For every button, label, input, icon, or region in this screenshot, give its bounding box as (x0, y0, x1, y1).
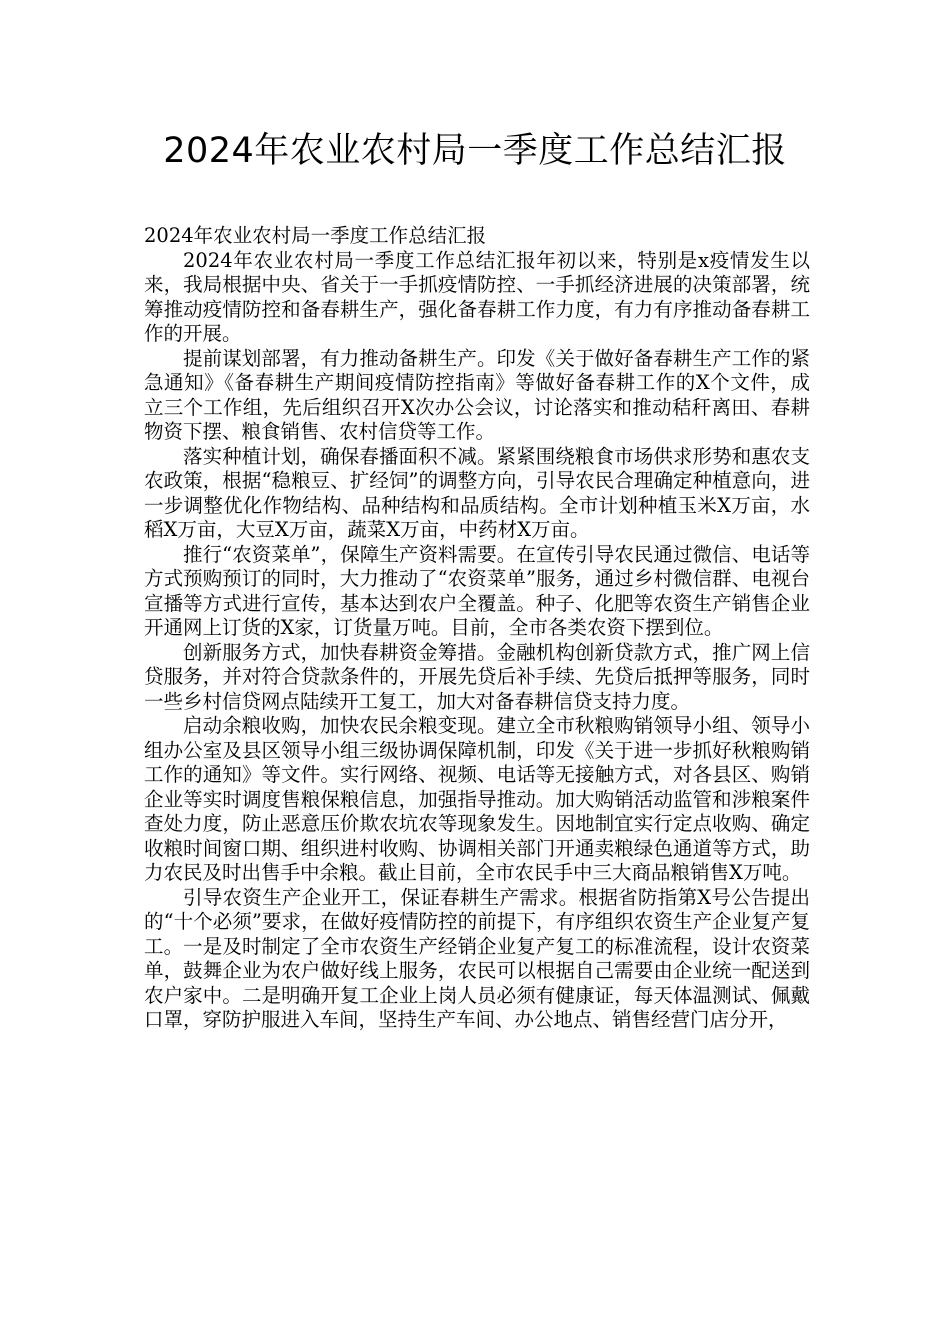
paragraph-intro: 2024年农业农村局一季度工作总结汇报年初以来，特别是x疫情发生以来，我局根据中央、省关于一手抓疫情防控、一手抓经济进展的决策部署，统筹推动疫情防控和备春耕生产，强化备春耕工作力度，有力有序推动备春耕工作的开展。 (144, 248, 810, 345)
document-title: 2024年农业农村局一季度工作总结汇报 (163, 131, 787, 171)
paragraph-planting-plan: 落实种植计划，确保春播面积不减。紧紧围绕粮食市场供求形势和惠农支农政策，根据“稳粮豆、扩经饲”的调整方向，引导农民合理确定种植意向，进一步调整优化作物结构、品种结构和品质结构。全市计划种植玉米X万亩，水稻X万亩，大豆X万亩，蔬菜X万亩，中药材X万亩。 (144, 444, 810, 541)
document-subtitle: 2024年农业农村局一季度工作总结汇报 (144, 224, 487, 247)
document-body (144, 224, 810, 1033)
paragraph-grain-purchase: 启动余粮收购，加快农民余粮变现。建立全市秋粮购销领导小组、领导小组办公室及县区领导小组三级协调保障机制，印发《关于进一步抓好秋粮购销工作的通知》等文件。实行网络、视频、电话等无接触方式，对各县区、购销企业等实时调度售粮保粮信息，加强指导推动。加大购销活动监管和涉粮案件查处力度，防止恶意压价欺农坑农等现象发生。因地制宜实行定点收购、确定收粮时间窗口期、组织进村收购、协调相关部门开通卖粮绿色通道等方式，助力农民及时出售手中余粮。截止目前，全市农民手中三大商品粮销售X万吨。 (144, 714, 810, 884)
paragraph-farm-supplies-menu: 推行“农资菜单”，保障生产资料需要。在宣传引导农民通过微信、电话等方式预购预订的同时，大力推动了“农资菜单”服务，通过乡村微信群、电视台宣播等方式进行宣传，基本达到农户全覆盖。种子、化肥等农资生产销售企业开通网上订货的X家，订货量万吨。目前，全市各类农资下摆到位。 (144, 542, 810, 639)
paragraph-enterprise-resumption: 引导农资生产企业开工，保证春耕生产需求。根据省防指第X号公告提出的“十个必须”要求，在做好疫情防控的前提下，有序组织农资生产企业复产复工。一是及时制定了全市农资生产经销企业复产复工的标准流程，设计农资菜单，鼓舞企业为农户做好线上服务，农民可以根据自己需要由企业统一配送到农户家中。二是明确开复工企业上岗人员必须有健康证，每天体温测试、佩戴口罩，穿防护服进入车间，坚持生产车间、办公地点、销售经营门店分开， (144, 885, 810, 1031)
paragraph-funding: 创新服务方式，加快春耕资金筹措。金融机构创新贷款方式，推广网上信贷服务，并对符合贷款条件的，开展先贷后补手续、先贷后抵押等服务，同时一些乡村信贷网点陆续开工复工，加大对备春耕信贷支持力度。 (144, 640, 810, 713)
paragraph-planning: 提前谋划部署，有力推动备耕生产。印发《关于做好备春耕生产工作的紧急通知》《备春耕生产期间疫情防控指南》等做好备春耕工作的X个文件，成立三个工作组，先后组织召开X次办公会议，讨论落实和推动秸秆离田、春耕物资下摆、粮食销售、农村信贷等工作。 (144, 346, 810, 443)
